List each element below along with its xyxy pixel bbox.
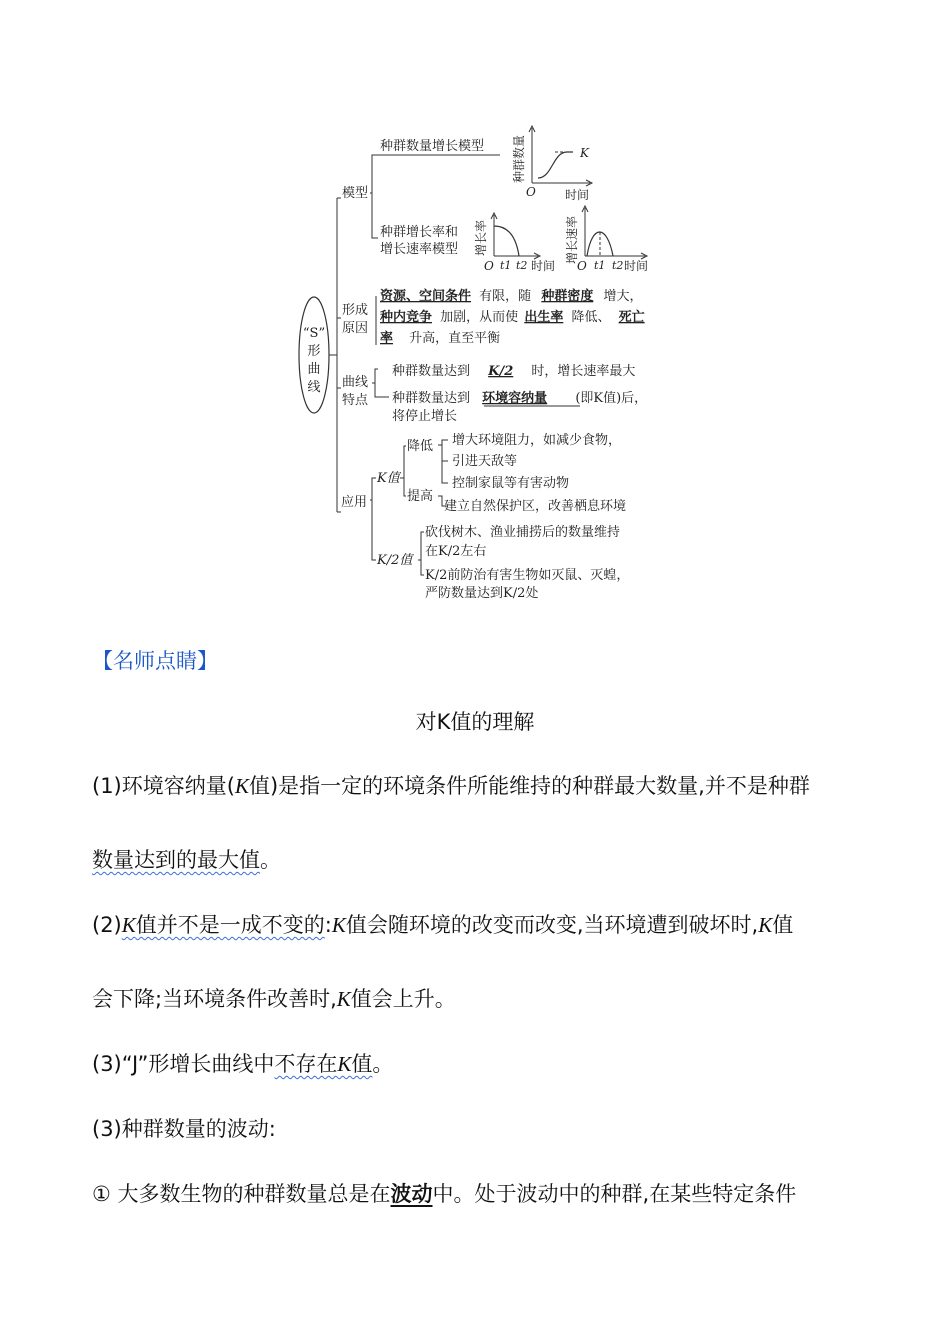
- cause-fill-death: 死亡: [618, 310, 645, 325]
- cause-text-2b: 降低、: [571, 310, 611, 325]
- paragraph-3: (3)“J”形增长曲线中不存在K值。: [92, 1052, 394, 1076]
- half-k-item-1: 砍伐树木、渔业捕捞后的数量维持: [425, 525, 621, 540]
- raise-label: 提高: [407, 489, 434, 504]
- growth-model-label: 种群数量增长模型: [380, 139, 485, 154]
- root-line-2: 形: [307, 344, 321, 359]
- feature1-fill: K/2: [488, 364, 514, 379]
- application-label: 应用: [341, 495, 368, 510]
- k-value-label: K值: [377, 471, 400, 486]
- rate-graph-x-label: 时间: [531, 259, 556, 273]
- rate-model-label-1: 种群增长率和: [380, 225, 459, 240]
- half-k-item-3: K/2前防治有害生物如灭鼠、灭蝗，: [425, 568, 630, 583]
- growth-graph-x-label: 时间: [565, 188, 590, 202]
- svg-text:率 升高，直至平衡: [380, 330, 500, 346]
- lower-item-2: 引进天敌等: [452, 454, 518, 469]
- features-label-2: 特点: [342, 393, 369, 408]
- section-title: 对K值的理解: [415, 710, 535, 734]
- features-brace: [372, 369, 389, 397]
- feature2-fill: 环境容纳量: [482, 391, 548, 406]
- rate-model-label-2: 增长速率模型: [380, 242, 459, 257]
- growth-rate-graph: [473, 213, 555, 273]
- rate-graph-y-label: 增长率: [474, 219, 488, 256]
- raise-item: 建立自然保护区，改善栖息环境: [444, 499, 627, 514]
- half-k-item-4: 严防数量达到K/2处: [425, 586, 539, 601]
- root-line-4: 线: [307, 380, 321, 395]
- lower-item-1: 增大环境阻力，如减少食物，: [452, 433, 622, 448]
- paragraph-1-line-2: 数量达到的最大值。: [92, 848, 281, 872]
- paragraph-1-line-1: (1)环境容纳量(K值)是指一定的环境条件所能维持的种群最大数量,并不是种群: [92, 774, 810, 798]
- paragraph-2-line-2: 会下降;当环境条件改善时,K值会上升。: [92, 987, 456, 1011]
- feature2-text-b: (即K值)后，: [575, 391, 648, 406]
- root-line-3: 曲: [307, 362, 321, 377]
- paragraph-2-line-1: (2)K值并不是一成不变的:K值会随环境的改变而改变,当环境遭到破坏时,K值: [92, 913, 794, 937]
- speed-graph-origin: O: [577, 259, 587, 273]
- lower-item-3: 控制家鼠等有害动物: [452, 476, 570, 491]
- cause-text-3: 升高，直至平衡: [409, 331, 501, 346]
- s-curve-concept-map: [0, 0, 950, 620]
- cause-fill-resources: 资源、空间条件: [380, 289, 472, 304]
- growth-graph-y-label: 种群数量: [512, 134, 526, 183]
- cause-fill-density: 种群密度: [541, 289, 594, 304]
- population-growth-graph: [511, 126, 592, 202]
- growth-graph-origin: O: [526, 185, 536, 199]
- cause-text-1a: 有限，随: [479, 289, 532, 304]
- feature1-text-a: 种群数量达到: [392, 364, 471, 379]
- svg-text:资源、空间条件 有限，随 种群密度: [380, 288, 642, 304]
- cause-fill-competition: 种内竞争: [380, 310, 433, 325]
- speed-graph-y-label: 增长速率: [565, 215, 579, 264]
- half-k-item-2: 在K/2左右: [425, 544, 487, 559]
- speed-graph-t1: t1: [594, 259, 606, 272]
- features-label-1: 曲线: [342, 375, 369, 390]
- svg-text:种群数量达到 K/2 时，增长速率最大: [392, 363, 635, 379]
- section-label: 【名师点睛】: [92, 649, 218, 673]
- speed-graph-t2: t2: [612, 259, 624, 272]
- cause-label-2: 原因: [342, 321, 369, 336]
- speed-graph-x-label: 时间: [624, 259, 649, 273]
- rate-graph-t2: t2: [516, 259, 528, 272]
- svg-text:种内竞争 加剧，从而使 出生率 降低: [379, 309, 645, 325]
- model-label: 模型: [342, 186, 369, 201]
- cause-label-1: 形成: [342, 303, 369, 318]
- cause-text-2a: 加剧，从而使: [440, 310, 519, 325]
- half-k-label: K/2值: [377, 553, 413, 568]
- cause-fill-death-rate: 率: [380, 331, 394, 346]
- cause-fill-birth-rate: 出生率: [524, 310, 564, 325]
- root-line-1: “S”: [302, 326, 326, 341]
- rate-graph-t1: t1: [500, 259, 512, 272]
- cause-text-1b: 增大，: [603, 289, 643, 304]
- lower-label: 降低: [407, 439, 434, 454]
- rate-graph-origin: O: [484, 259, 494, 273]
- svg-text:种群数量达到 环境容纳量 (即K值)后，: [392, 390, 647, 406]
- growth-graph-k: K: [580, 146, 589, 160]
- feature2-text-c: 将停止增长: [392, 409, 458, 424]
- growth-speed-graph: [564, 206, 648, 273]
- main-branch-lines: [329, 198, 341, 512]
- feature1-text-b: 时，增长速率最大: [531, 364, 636, 379]
- feature2-text-a: 种群数量达到: [392, 391, 471, 406]
- paragraph-4: (3)种群数量的波动:: [92, 1117, 276, 1141]
- paragraph-5: ① 大多数生物的种群数量总是在波动中。处于波动中的种群,在某些特定条件: [92, 1182, 797, 1206]
